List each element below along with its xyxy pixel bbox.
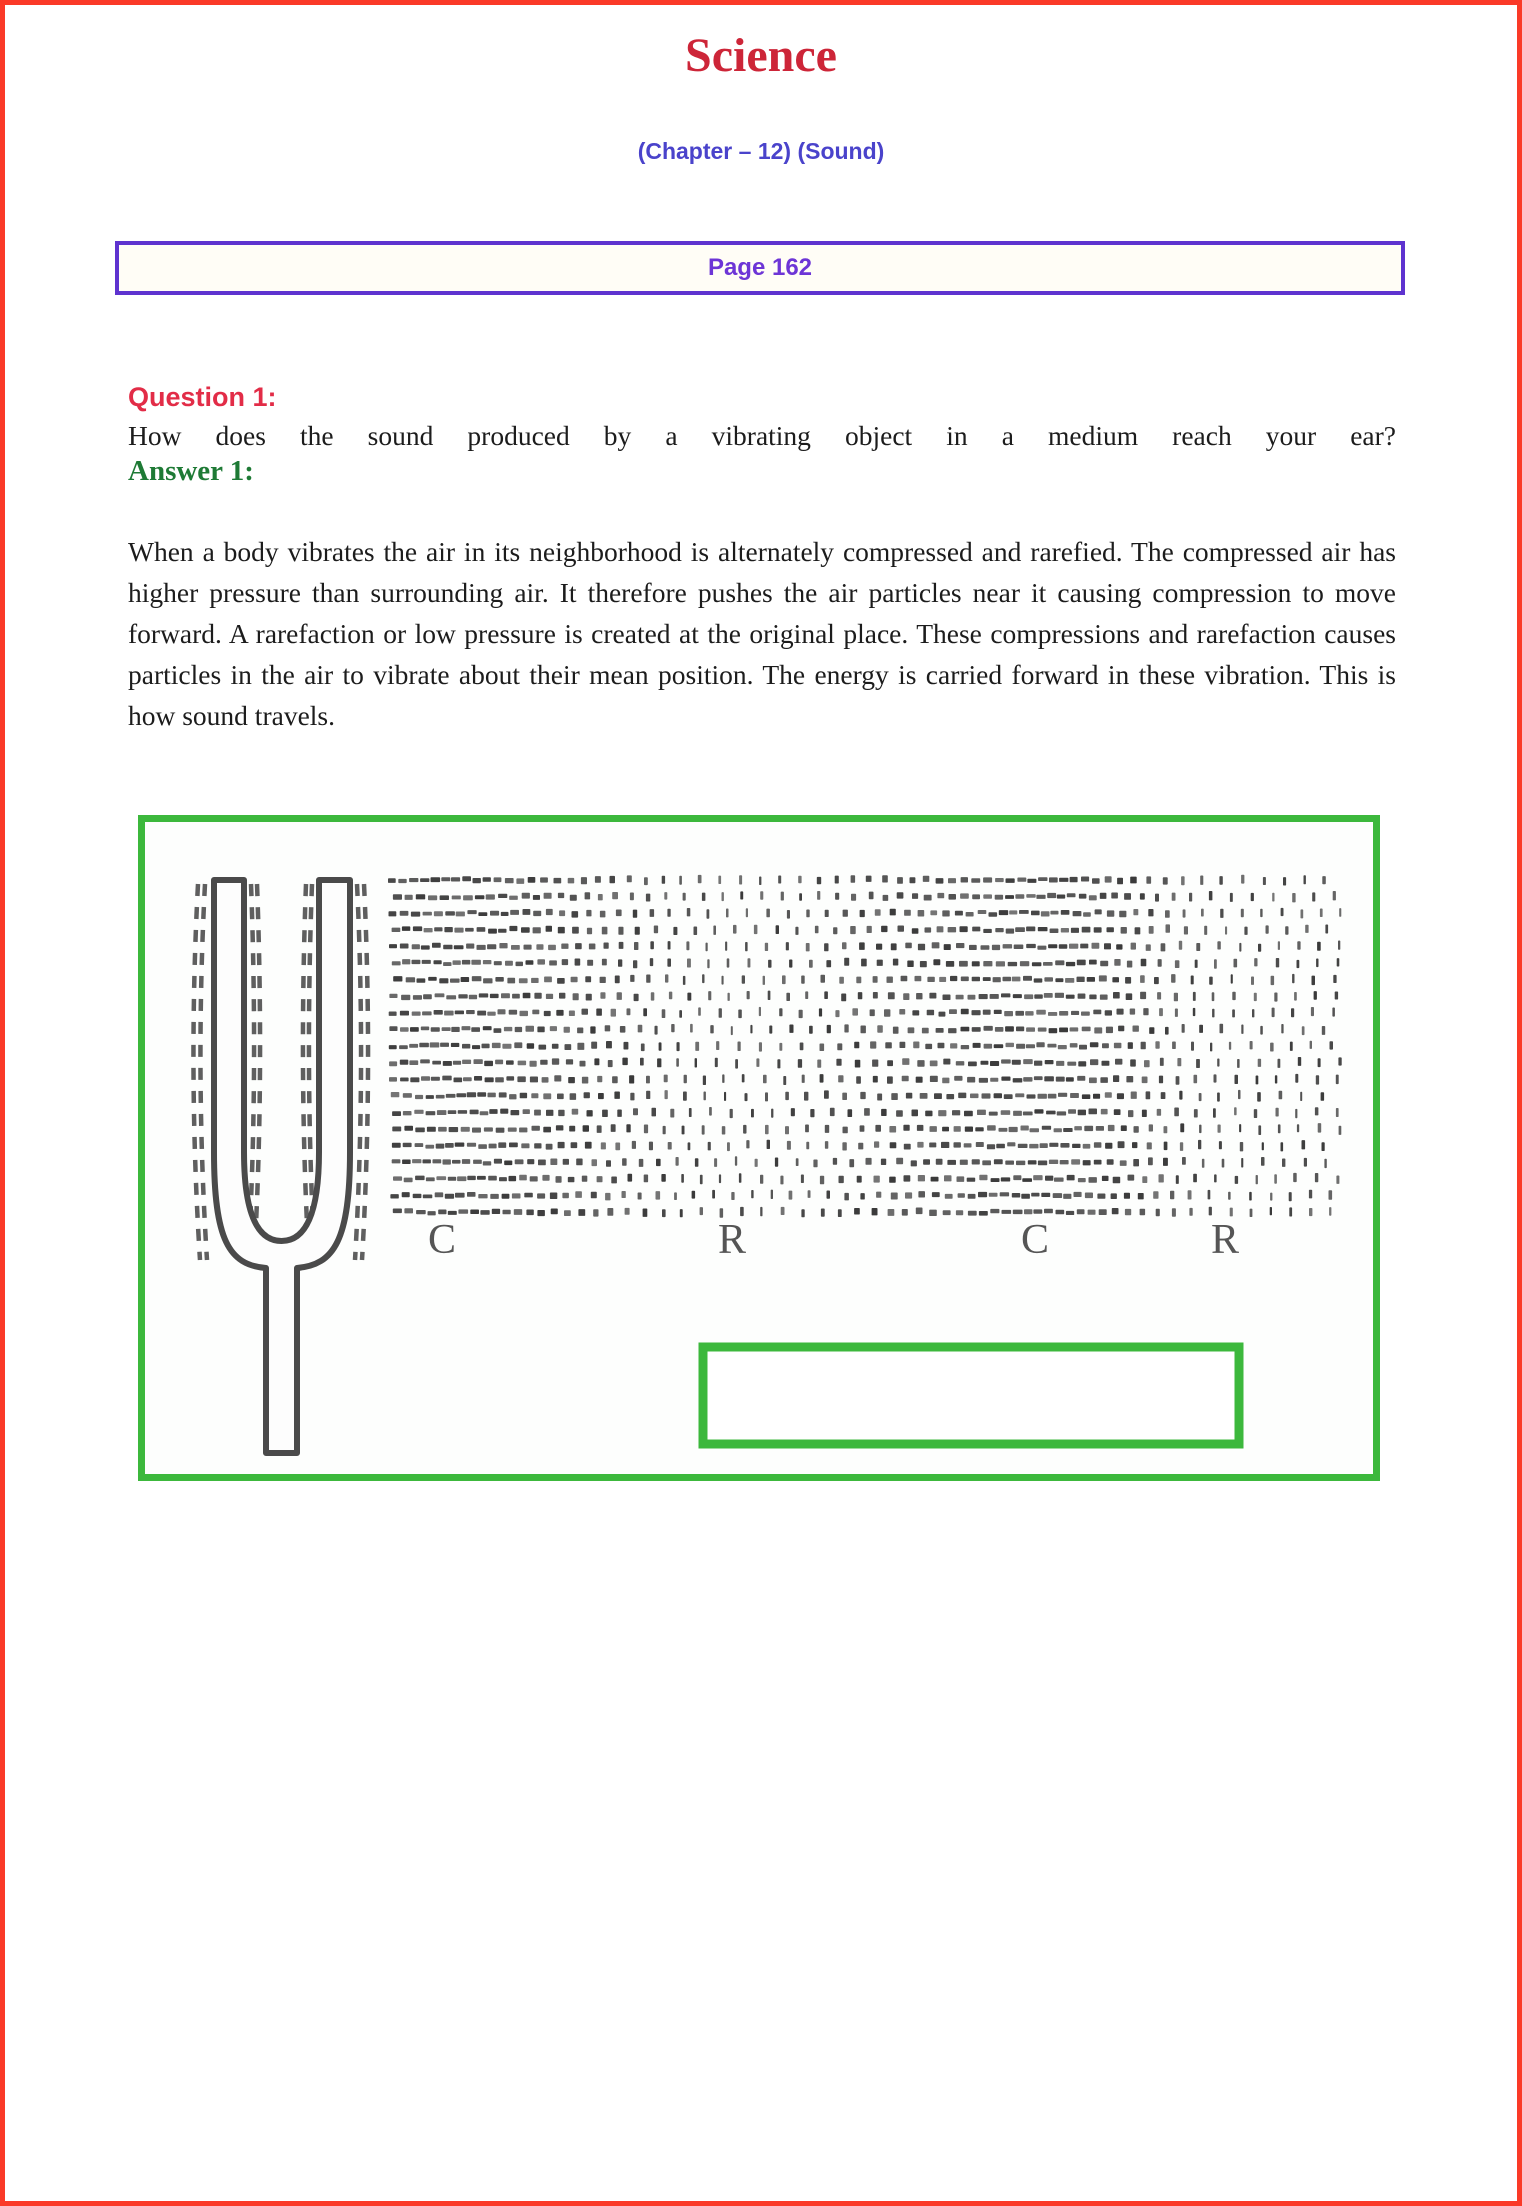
region-label: C (1020, 1217, 1050, 1263)
question-text: How does the sound produced by a vibrating object in a medium reach your ear? (128, 420, 1396, 451)
region-label: C (427, 1217, 457, 1263)
compression-rarefaction-labels (428, 1217, 1239, 1263)
page-title: Science (685, 29, 837, 82)
question-label: Question 1: (128, 382, 277, 412)
region-label: R (717, 1217, 747, 1263)
page-number-banner (115, 241, 1405, 295)
wave-pattern (388, 875, 1342, 1218)
tuning-fork (214, 880, 350, 1453)
page-number-text: Page 162 (707, 254, 813, 281)
caption-box (703, 1347, 1239, 1444)
chapter-subtitle: (Chapter – 12) (Sound) (637, 138, 885, 164)
region-label: R (1210, 1217, 1240, 1263)
answer-label: Answer 1: (128, 455, 254, 487)
answer-text: When a body vibrates the air in its neighborhood is alternately compressed and rarefied. The compressed air has higher pressure than surrounding air. It therefore pushes the air particles near it causing compression to move forward. A rarefaction or low pressure is created at the original place. These compressions and rarefaction causes particles in the air to vibrate about their mean position. The energy is carried forward in these vibration. This is how sound travels. (128, 536, 1396, 731)
sound-wave-figure (138, 815, 1380, 1481)
sound-wave-diagram (145, 822, 1373, 1474)
